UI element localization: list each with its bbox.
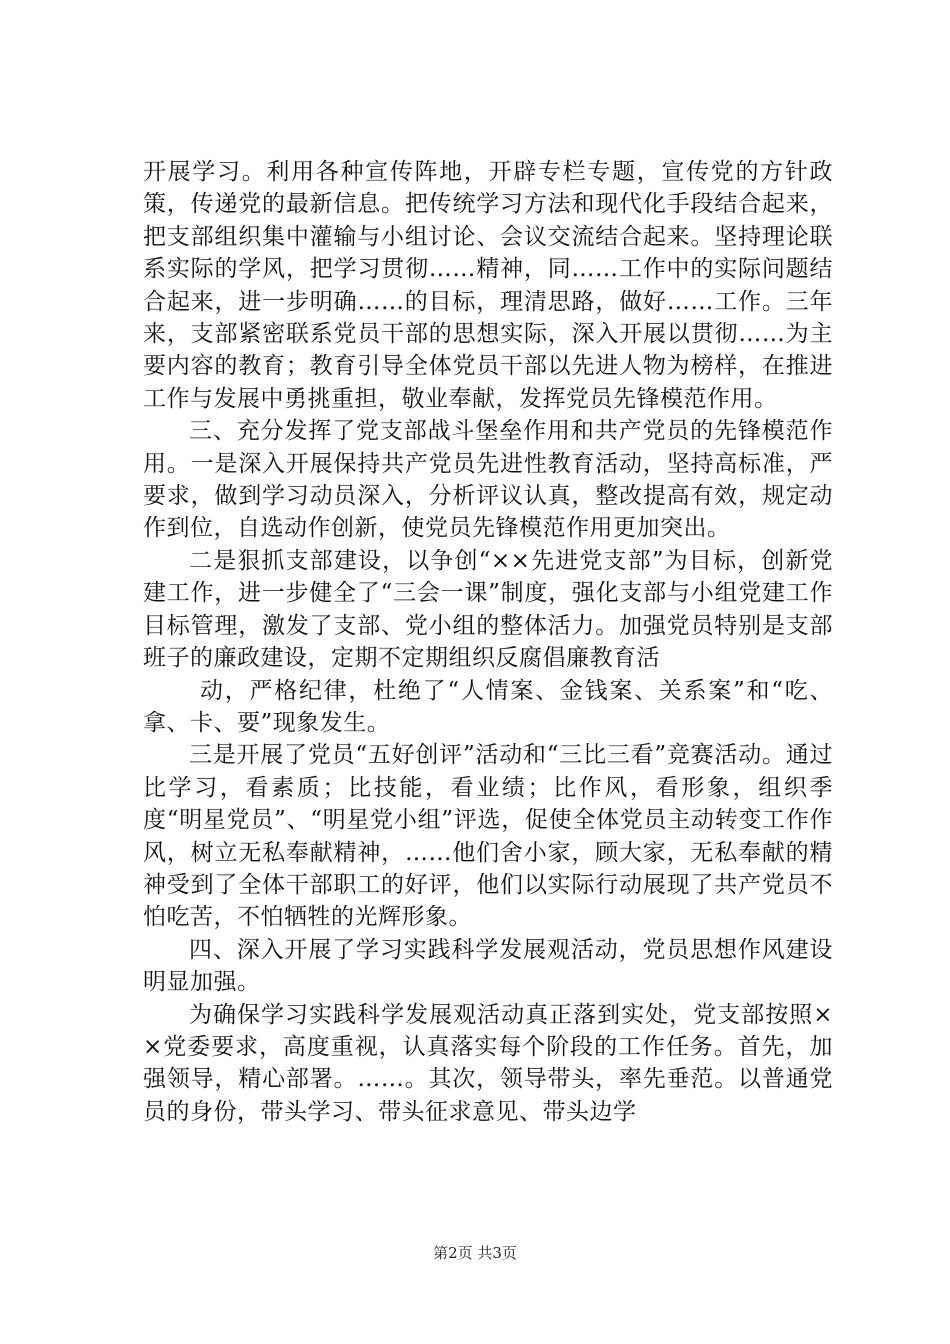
paragraph-1: 开展学习。利用各种宣传阵地，开辟专栏专题，宣传党的方针政策，传递党的最新信息。把传统学习方法和现代化手段结合起来，把支部组织集中灌输与小组讨论、会议交流结合起来。坚持理论联系实际的学风，把学习贯彻……精神，同……工作中的实际问题结合起来，进一步明确……的目标，理清思路，做好……工作。三年来，支部紧密联系党员干部的思想实际，深入开展以贯彻……为主要内容的教育；教育引导全体党员干部以先进人物为榜样，在推进工作与发展中勇挑重担，敬业奉献，发挥党员先锋模范作用。 <box>143 159 833 412</box>
paragraph-4: 动，严格纪律，杜绝了“人情案、金钱案、关系案”和“吃、拿、卡、要”现象发生。 <box>143 677 833 736</box>
paragraph-6: 四、深入开展了学习实践科学发展观活动，党员思想作风建设明显加强。 <box>143 936 833 996</box>
paragraph-7: 为确保学习实践科学发展观活动真正落到实处，党支部按照××党委要求，高度重视，认真落实每个阶段的工作任务。首先，加强领导，精心部署。……。其次，领导带头，率先垂范。以普通党员的身份，带头学习、带头征求意见、带头边学 <box>143 1001 833 1125</box>
page-footer: 第2页 共3页 <box>433 1244 517 1262</box>
document-body <box>143 156 833 1128</box>
paragraph-3: 二是狠抓支部建设，以争创“××先进党支部”为目标，创新党建工作，进一步健全了“三会一课”制度，强化支部与小组党建工作目标管理，激发了支部、党小组的整体活力。加强党员特别是支部班子的廉政建设，定期不定期组织反腐倡廉教育活 <box>143 547 833 672</box>
paragraph-2: 三、充分发挥了党支部战斗堡垒作用和共产党员的先锋模范作用。一是深入开展保持共产党员先进性教育活动，坚持高标准，严要求，做到学习动员深入，分析评议认真，整改提高有效，规定动作到位，自选动作创新，使党员先锋模范作用更加突出。 <box>143 418 833 542</box>
paragraph-5: 三是开展了党员“五好创评”活动和“三比三看”竞赛活动。通过比学习，看素质；比技能，看业绩；比作风，看形象，组织季度“明星党员”、“明星党小组”评选，促使全体党员主动转变工作作风，树立无私奉献精神，……他们舍小家，顾大家，无私奉献的精神受到了全体干部职工的好评，他们以实际行动展现了共产党员不怕吃苦，不怕牺牲的光辉形象。 <box>143 742 833 931</box>
